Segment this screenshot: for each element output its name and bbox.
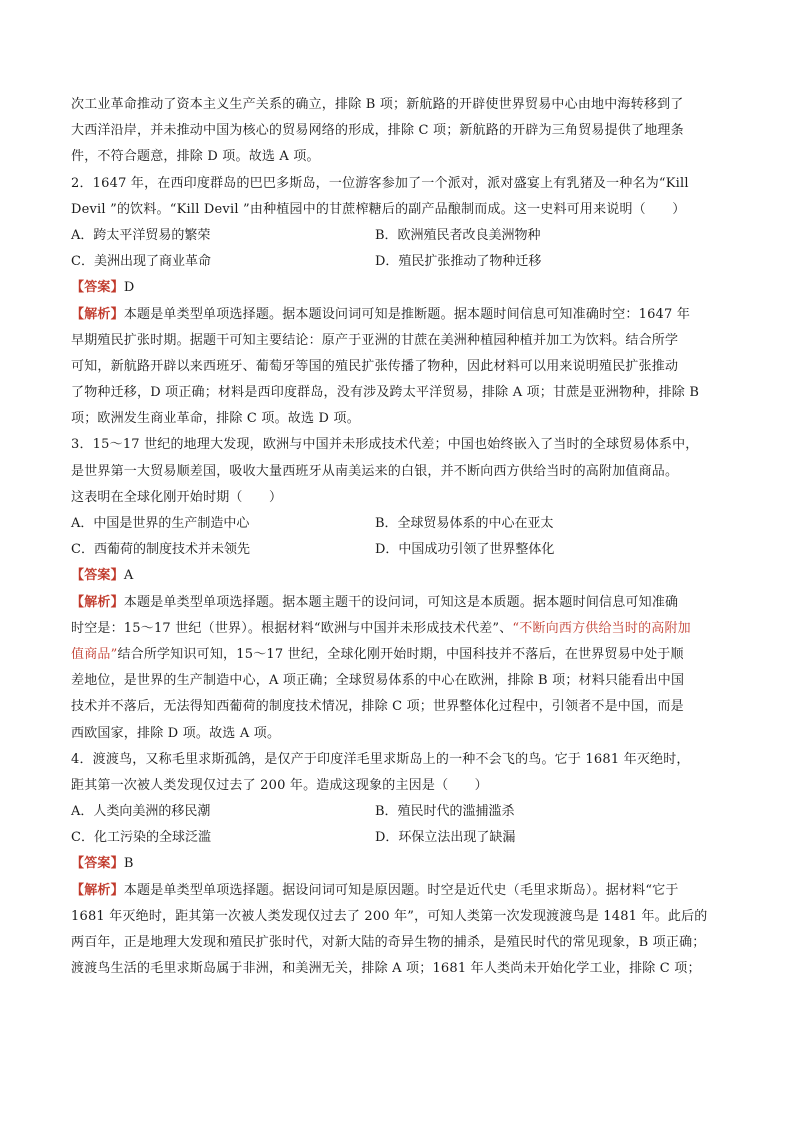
option-a: A．人类向美洲的移民潮 — [71, 804, 211, 820]
question-3-answer — [71, 563, 731, 589]
analysis-line: 两百年，正是地理大发现和殖民扩张时代，对新大陆的奇异生物的捕杀，是殖民时代的常见现象，B 项正确； — [71, 935, 706, 950]
analysis-line: 西欧国家，排除 D 项。故选 A 项。 — [71, 725, 281, 741]
question-3-options-row — [71, 537, 731, 563]
answer-tag: 【答案】 — [71, 280, 124, 296]
question-2-options-row — [71, 223, 731, 249]
question-2-analysis — [71, 302, 731, 328]
question-4-stem: 距其第一次被人类发现仅过去了 200 年。造成这现象的主因是（ ） — [71, 777, 488, 793]
analysis-line — [71, 616, 731, 642]
question-2-answer — [71, 275, 731, 301]
analysis-line: 早期殖民扩张时期。据题干可知主要结论：原产于亚洲的甘蔗在美洲种植园种植并加工为饮料。结合所学 — [71, 332, 679, 348]
analysis-text: 结合所学知识可知，15～17 世纪，全球化刚开始时期，中国科技并不落后，在世界贸易中处于顺 — [117, 646, 684, 662]
intro-line: 次工业革命推动了资本主义生产关系的确立，排除 B 项；新航路的开辟使世界贸易中心由地中海转移到了 — [71, 97, 684, 112]
answer-value: D — [123, 280, 135, 296]
question-4-analysis — [71, 878, 731, 904]
question-4-options-row — [71, 825, 731, 851]
analysis-tag: 【解析】 — [71, 882, 124, 898]
analysis-tag: 【解析】 — [71, 594, 124, 610]
analysis-text: 本题是单类型单项选择题。据设问词可知是原因题。时空是近代史（毛里求斯岛）。据材料“它于 — [123, 882, 679, 898]
analysis-line: 渡渡鸟生活的毛里求斯岛属于非洲，和美洲无关，排除 A 项；1681 年人类尚未开始化学工业，排除 C 项； — [71, 961, 701, 977]
option-a: A．中国是世界的生产制造中心 — [71, 516, 250, 531]
document-page — [71, 92, 731, 982]
option-d: D．中国成功引领了世界整体化 — [375, 542, 555, 558]
answer-tag: 【答案】 — [71, 856, 124, 872]
question-4-stem: 4．渡渡鸟，又称毛里求斯孤鸽，是仅产于印度洋毛里求斯岛上的一种不会飞的鸟。它于 1681 年灭绝时， — [71, 751, 690, 767]
option-b: B．全球贸易体系的中心在亚太 — [375, 516, 554, 531]
answer-tag: 【答案】 — [71, 568, 124, 584]
option-c: C．化工污染的全球泛滥 — [71, 830, 211, 846]
question-3-stem: 3．15～17 世纪的地理大发现，欧洲与中国并未形成技术代差；中国也始终嵌入了当时的全球贸易体系中， — [71, 437, 699, 453]
analysis-line: 可知，新航路开辟以来西班牙、葡萄牙等国的殖民扩张传播了物种，因此材料可以用来说明殖民扩张推动 — [71, 358, 679, 374]
analysis-line: 了物种迁移，D 项正确；材料是西印度群岛，没有涉及跨太平洋贸易，排除 A 项；甘蔗是亚洲物种，排除 B — [71, 385, 700, 401]
analysis-tag: 【解析】 — [71, 306, 124, 322]
analysis-text: 本题是单类型单项选择题。据本题设问词可知是推断题。据本题时间信息可知准确时空：1647 年 — [123, 306, 691, 322]
analysis-line: 1681 年灭绝时，距其第一次被人类发现仅过去了 200 年”，可知人类第一次发现渡渡鸟是 1481 年。此后的 — [71, 908, 708, 924]
question-2-stem: 2．1647 年，在西印度群岛的巴巴多斯岛，一位游客参加了一个派对，派对盛宴上有乳猪及一种名为“Kill — [71, 175, 689, 191]
option-d: D．殖民扩张推动了物种迁移 — [375, 254, 542, 270]
question-2-options-row — [71, 249, 731, 275]
analysis-line: 技术并不落后，无法得知西葡荷的制度技术情况，排除 C 项；世界整体化过程中，引领者不是中国，而是 — [71, 699, 684, 715]
analysis-text: 本题是单类型单项选择题。据本题主题干的设问词，可知这是本质题。据本题时间信息可知准确 — [123, 594, 679, 610]
question-3-analysis — [71, 590, 731, 616]
analysis-line: 项；欧洲发生商业革命，排除 C 项。故选 D 项。 — [71, 411, 360, 427]
analysis-text: 时空是：15～17 世纪（世界）。根据材料“欧洲与中国并未形成技术代差”、 — [71, 620, 513, 636]
option-d: D．环保立法出现了缺漏 — [375, 830, 516, 846]
answer-value: A — [123, 568, 134, 584]
question-4-answer — [71, 851, 731, 877]
analysis-line: 差地位，是世界的生产制造中心，A 项正确；全球贸易体系的中心在欧洲，排除 B 项；材料只能看出中国 — [71, 673, 685, 689]
option-c: C．西葡荷的制度技术并未领先 — [71, 542, 250, 558]
analysis-line — [71, 642, 731, 668]
question-3-stem: 这表明在全球化刚开始时期（ ） — [71, 489, 283, 505]
quoted-material-highlight: 值商品” — [71, 646, 118, 662]
answer-value: B — [123, 856, 134, 872]
option-a: A．跨太平洋贸易的繁荣 — [71, 227, 211, 243]
intro-line: 大西洋沿岸，并未推动中国为核心的贸易网络的形成，排除 C 项；新航路的开辟为三角贸易提供了地理条 — [71, 123, 684, 139]
question-3-stem: 是世界第一大贸易顺差国，吸收大量西班牙从南美运来的白银，并不断向西方供给当时的高附加值商品。 — [71, 463, 679, 479]
option-b: B．欧洲殖民者改良美洲物种 — [375, 227, 541, 243]
quoted-material-highlight: “不断向西方供给当时的高附加 — [512, 620, 691, 636]
question-3-options-row — [71, 511, 731, 537]
intro-line: 件，不符合题意，排除 D 项。故选 A 项。 — [71, 149, 320, 165]
option-b: B．殖民时代的滥捕滥杀 — [375, 804, 515, 820]
option-c: C．美洲出现了商业革命 — [71, 254, 211, 270]
question-2-stem: Devil ”的饮料。“Kill Devil ”由种植园中的甘蔗榨糖后的副产品酿制而成。这一史料可用来说明（ ） — [71, 201, 686, 217]
question-4-options-row — [71, 799, 731, 825]
